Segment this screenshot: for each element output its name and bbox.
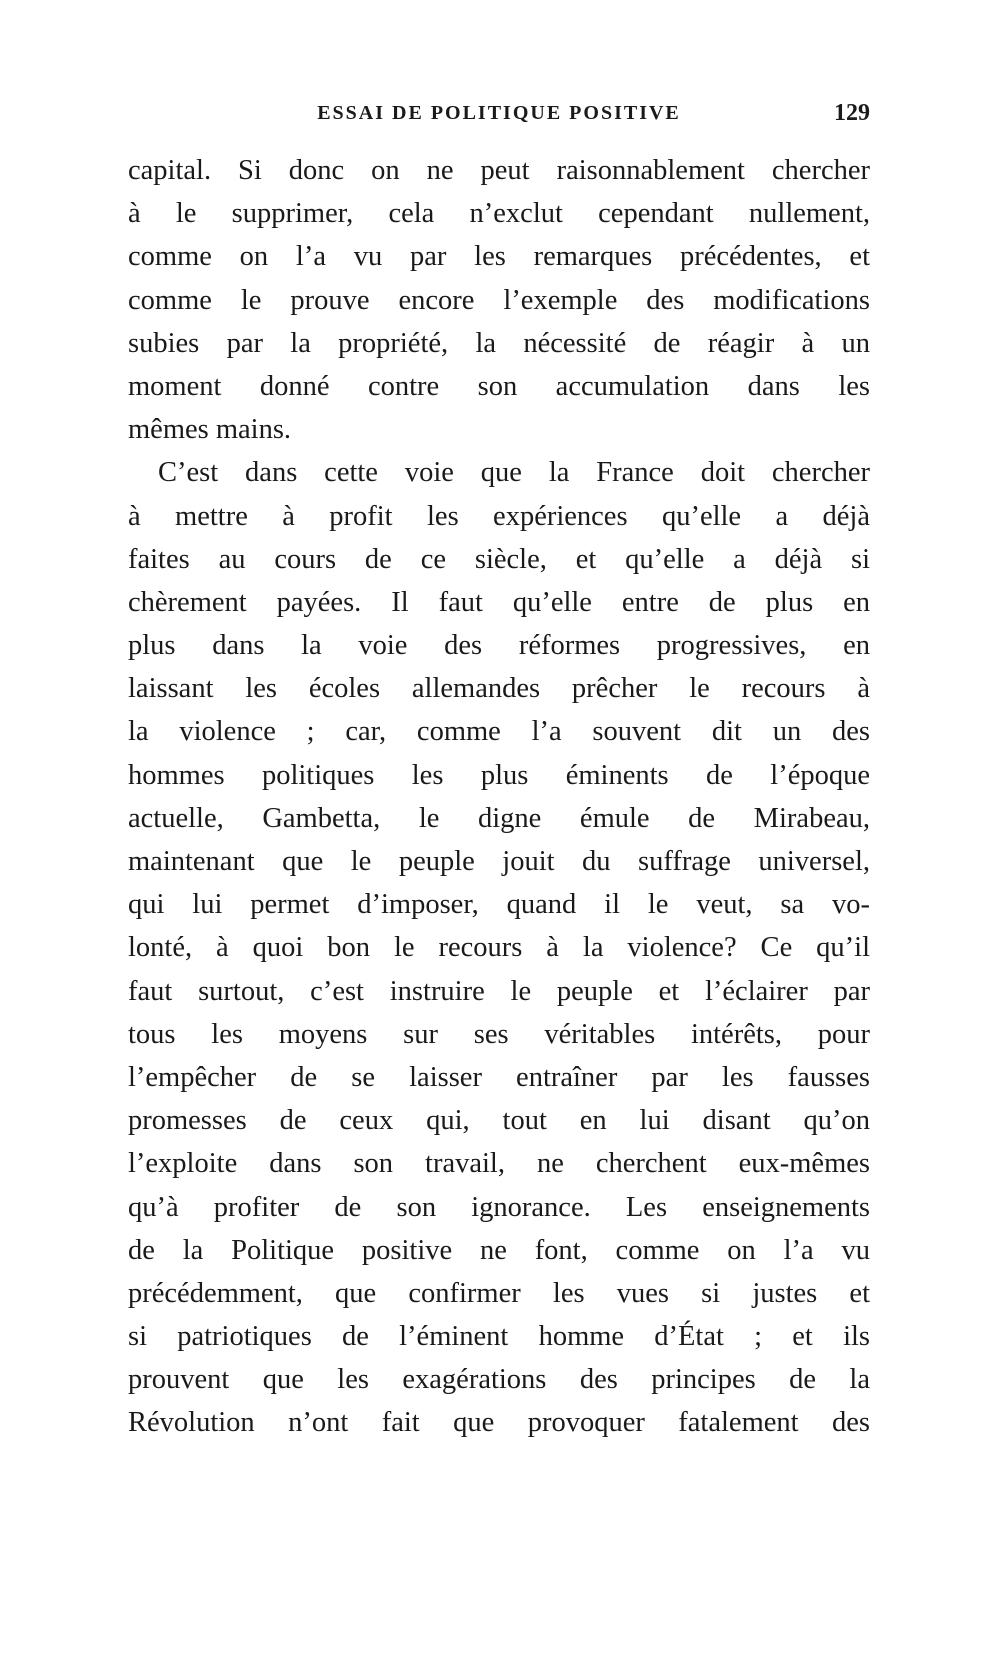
text-line: comme le prouve encore l’exemple des modifications <box>128 284 870 316</box>
text-line: comme on l’a vu par les remarques précédentes, et <box>128 241 870 273</box>
text-line: subies par la propriété, la nécessité de réagir à un <box>128 327 870 359</box>
text-line: l’empêcher de se laisser entraîner par les fausses <box>128 1061 870 1093</box>
text-line: plus dans la voie des réformes progressives, en <box>128 630 870 662</box>
paragraph <box>128 451 870 1444</box>
text-line: Révolution n’ont fait que provoquer fatalement des <box>128 1407 870 1439</box>
text-line: si patriotiques de l’éminent homme d’État ; et ils <box>128 1321 870 1353</box>
text-line: actuelle, Gambetta, le digne émule de Mirabeau, <box>128 802 870 834</box>
body-text <box>128 149 870 1445</box>
paragraph <box>128 149 870 451</box>
text-line: lonté, à quoi bon le recours à la violence? Ce qu’il <box>128 932 870 964</box>
page-number: 129 <box>834 100 870 126</box>
text-line: faut surtout, c’est instruire le peuple et l’éclairer par <box>128 975 870 1007</box>
text-line: qu’à profiter de son ignorance. Les enseignements <box>128 1191 870 1223</box>
text-line: la violence ; car, comme l’a souvent dit un des <box>128 716 870 748</box>
text-line: à mettre à profit les expériences qu’elle a déjà <box>128 500 870 532</box>
text-line: promesses de ceux qui, tout en lui disant qu’on <box>128 1105 870 1137</box>
text-line: laissant les écoles allemandes prêcher le recours à <box>128 673 870 705</box>
running-head <box>128 98 870 134</box>
text-line: capital. Si donc on ne peut raisonnablement chercher <box>128 155 870 186</box>
text-line: moment donné contre son accumulation dans les <box>128 370 870 402</box>
text-line: l’exploite dans son travail, ne cherchent eux-mêmes <box>128 1148 870 1180</box>
text-line: prouvent que les exagérations des principes de la <box>128 1364 870 1396</box>
running-title: ESSAI DE POLITIQUE POSITIVE <box>317 102 681 124</box>
text-line: de la Politique positive ne font, comme on l’a vu <box>128 1234 870 1266</box>
text-line: précédemment, que confirmer les vues si justes et <box>128 1277 870 1309</box>
text-line: mêmes mains. <box>128 414 292 446</box>
text-line: hommes politiques les plus éminents de l’époque <box>128 759 870 791</box>
text-line: qui lui permet d’imposer, quand il le veut, sa vo- <box>128 889 870 921</box>
text-line: maintenant que le peuple jouit du suffrage universel, <box>128 846 870 877</box>
text-line: tous les moyens sur ses véritables intérêts, pour <box>128 1018 870 1050</box>
text-line: à le supprimer, cela n’exclut cependant nullement, <box>128 198 870 230</box>
text-line: C’est dans cette voie que la France doit chercher <box>158 457 870 489</box>
text-line: faites au cours de ce siècle, et qu’elle a déjà si <box>128 543 870 575</box>
text-line: chèrement payées. Il faut qu’elle entre de plus en <box>128 586 870 618</box>
